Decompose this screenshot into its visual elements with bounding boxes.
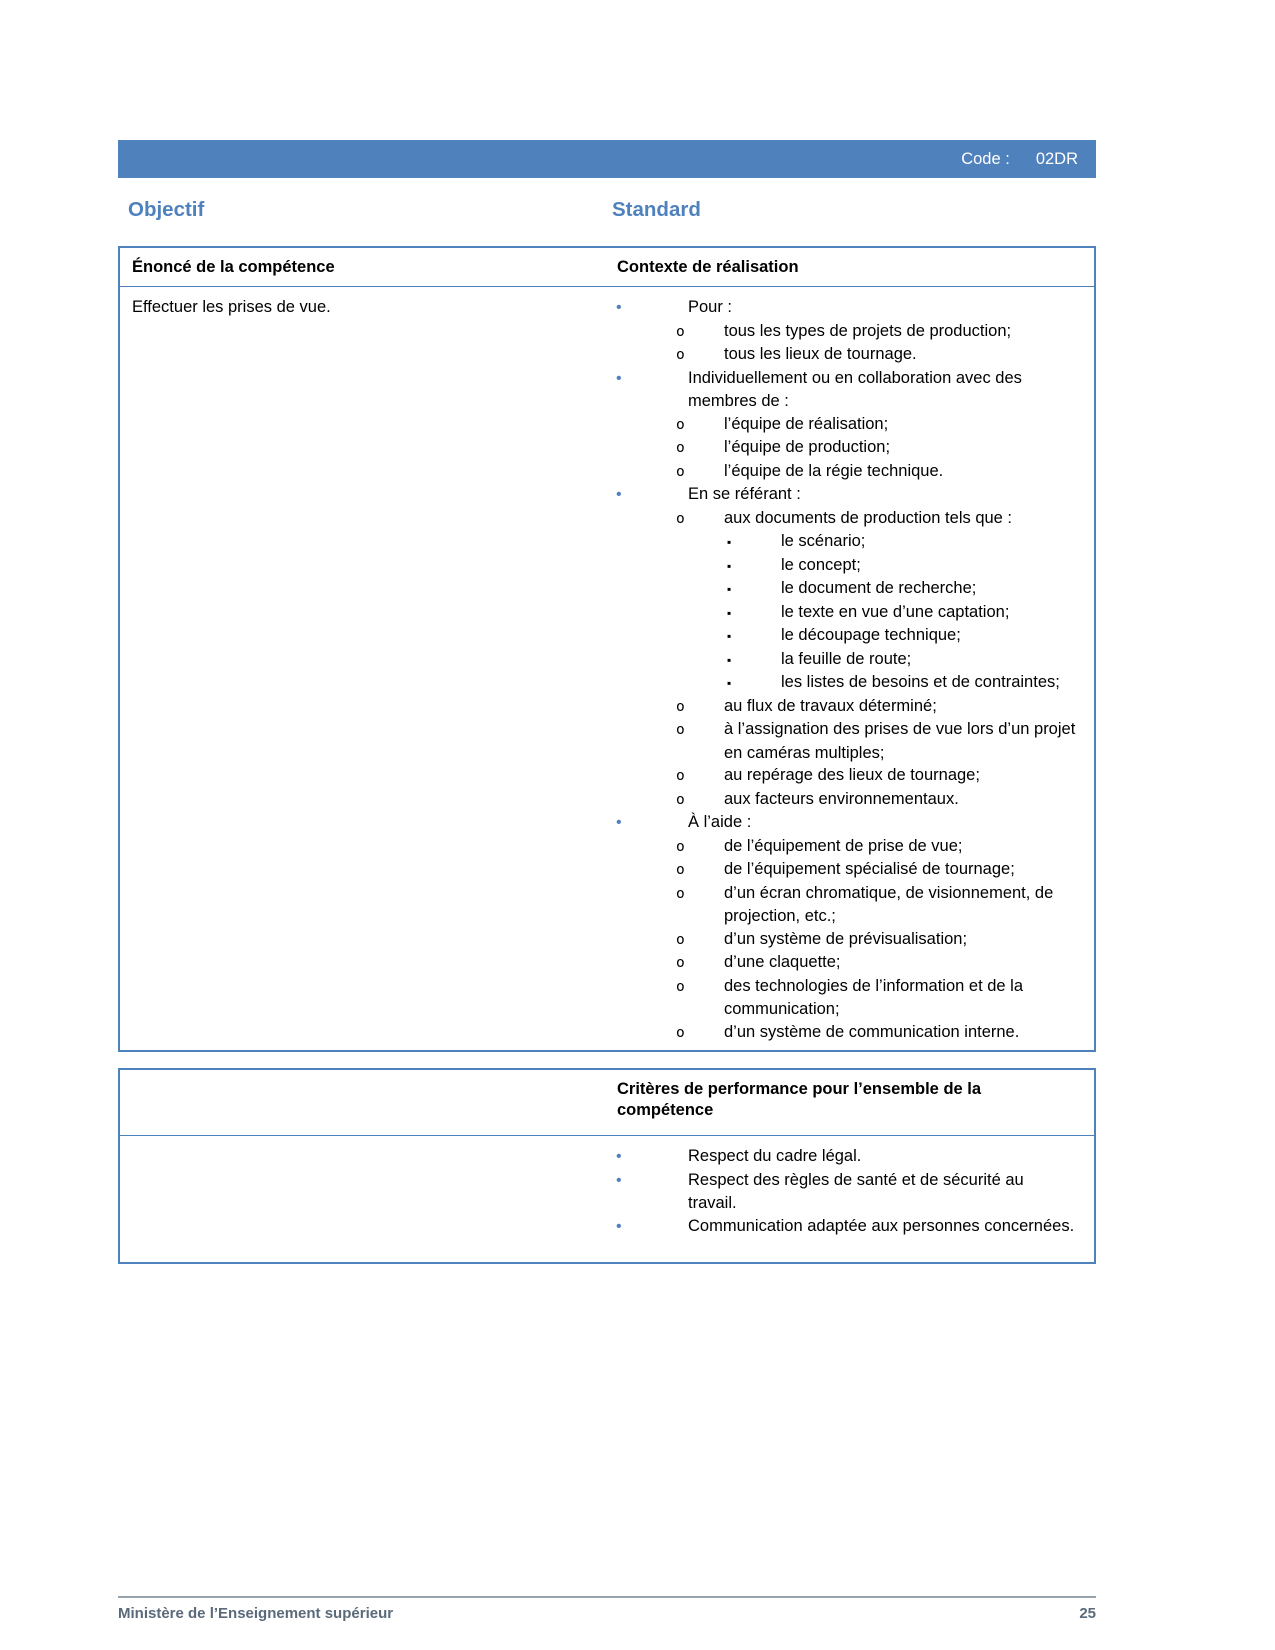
circle-bullet-icon: o [676,510,685,527]
list-item-text: aux facteurs environnementaux. [724,789,959,808]
list-item-text: Communication adaptée aux personnes concernées. [688,1216,1075,1235]
list-item-text: des technologies de l’information et de la communication; [724,976,1024,1018]
circle-bullet-icon: o [676,862,685,878]
list-item-text: les listes de besoins et de contraintes; [781,673,1060,691]
list-item-text: le document de recherche; [781,579,977,597]
list-item-text: d’un écran chromatique, de visionnement, de projection, etc.; [724,883,1054,925]
list-item [607,296,1076,320]
list-item [607,413,1076,437]
list-item-text: d’un système de communication interne. [724,1022,1020,1041]
competency-statement-header: Énoncé de la compétence [132,258,335,276]
square-bullet-icon: ▪ [727,605,732,620]
list-item-text: de l’équipement spécialisé de tournage; [724,860,1015,878]
square-bullet-icon: ▪ [727,652,732,667]
dot-bullet-icon: • [616,1148,622,1165]
competency-statement: Effectuer les prises de vue. [132,298,331,316]
list-item-text: le scénario; [781,532,866,550]
dot-bullet-icon: • [616,814,622,831]
circle-bullet-icon: o [676,416,685,433]
square-bullet-icon: ▪ [727,582,732,596]
list-item-text: Respect des règles de santé et de sécurité au travail. [688,1170,1024,1212]
circle-bullet-icon: o [676,347,685,363]
circle-bullet-icon: o [676,931,685,948]
circle-bullet-icon: o [676,698,685,715]
criteria-table-header-row [120,1070,1094,1136]
page-footer [118,1596,1096,1622]
list-item [607,975,1076,1021]
list-item [607,367,1076,413]
list-item [607,928,1076,952]
code-value: 02DR [1035,149,1078,168]
square-bullet-icon: ▪ [727,558,732,573]
list-item-text: l’équipe de production; [724,438,891,456]
list-item [607,460,1076,484]
criteria-empty-header-cell [120,1070,607,1135]
dot-bullet-icon: • [616,1217,622,1235]
list-item [607,811,1076,835]
code-header-bar [118,140,1096,178]
dot-bullet-icon: • [616,486,622,503]
list-item-text: tous les lieux de tournage. [724,345,917,363]
dot-bullet-icon: • [616,1171,622,1189]
list-item [607,577,1076,601]
context-header-cell [607,248,1094,286]
circle-bullet-icon: o [676,722,685,738]
list-item-text: l’équipe de la régie technique. [724,461,944,480]
circle-bullet-icon: o [676,978,685,995]
list-item-text: au repérage des lieux de tournage; [724,766,980,784]
list-item-text: À l’aide : [688,813,752,831]
list-item [607,320,1076,344]
list-item [607,788,1076,812]
list-item-text: Respect du cadre légal. [688,1147,862,1165]
competency-statement-header-cell [120,248,607,286]
ministry-name: Ministère de l’Enseignement supérieur [118,1605,394,1622]
list-item-text: Pour : [688,298,733,316]
circle-bullet-icon: o [676,768,685,784]
list-item [607,695,1076,719]
list-item-text: Individuellement ou en collaboration avec des membres de : [688,368,1022,410]
list-item [607,951,1076,975]
criteria-list [607,1145,1076,1238]
competency-table [118,246,1096,1052]
context-list [607,296,1076,1044]
list-item-text: au flux de travaux déterminé; [724,696,937,715]
list-item [607,601,1076,625]
criteria-empty-body-cell [120,1136,607,1262]
circle-bullet-icon: o [676,440,685,456]
circle-bullet-icon: o [676,463,685,480]
list-item [607,882,1076,928]
list-item-text: le découpage technique; [781,626,961,644]
dot-bullet-icon: • [616,299,622,316]
list-item [607,835,1076,859]
square-bullet-icon: ▪ [727,629,732,643]
square-bullet-icon: ▪ [727,676,732,690]
list-item-text: l’équipe de réalisation; [724,414,889,433]
circle-bullet-icon: o [676,885,685,902]
list-item-text: à l’assignation des prises de vue lors d’un projet en caméras multiples; [724,720,1076,762]
list-item [607,483,1076,507]
criteria-table [118,1068,1096,1264]
criteria-table-body-row [120,1136,1094,1262]
list-item [607,554,1076,578]
square-bullet-icon: ▪ [727,535,732,549]
list-item [607,530,1076,554]
competency-table-header-row [120,248,1094,287]
circle-bullet-icon: o [676,323,685,340]
criteria-cell [607,1136,1094,1262]
list-item-text: d’un système de prévisualisation; [724,929,968,948]
list-item [607,507,1076,531]
list-item [607,436,1076,460]
list-item [607,1169,1076,1215]
list-item-text: la feuille de route; [781,649,912,668]
page-number: 25 [1079,1605,1096,1622]
criteria-header-cell [607,1070,1094,1135]
context-header: Contexte de réalisation [617,258,799,276]
circle-bullet-icon: o [676,955,685,971]
circle-bullet-icon: o [676,791,685,808]
circle-bullet-icon: o [676,1024,685,1041]
competency-table-body-row [120,287,1094,1052]
list-item [607,648,1076,672]
competency-statement-cell [120,287,607,1052]
list-item [607,624,1076,648]
list-item [607,764,1076,788]
code-label: Code : [961,149,1010,168]
list-item [607,1215,1076,1239]
list-item-text: le concept; [781,555,861,574]
dot-bullet-icon: • [616,369,622,387]
context-cell [607,287,1094,1052]
list-item [607,1145,1076,1169]
standard-heading: Standard [612,198,701,221]
list-item [607,343,1076,367]
criteria-header: Critères de performance pour l’ensemble de la compétence [617,1080,982,1119]
list-item [607,671,1076,695]
list-item-text: tous les types de projets de production; [724,321,1012,340]
list-item [607,718,1076,764]
list-item-text: le texte en vue d’une captation; [781,602,1010,621]
circle-bullet-icon: o [676,838,685,855]
list-item [607,858,1076,882]
list-item-text: d’une claquette; [724,953,841,971]
section-headings-row [118,198,1096,228]
list-item-text: En se référant : [688,485,801,503]
list-item-text: de l’équipement de prise de vue; [724,836,963,855]
list-item-text: aux documents de production tels que : [724,508,1013,527]
list-item [607,1021,1076,1045]
objectif-heading: Objectif [128,198,205,221]
